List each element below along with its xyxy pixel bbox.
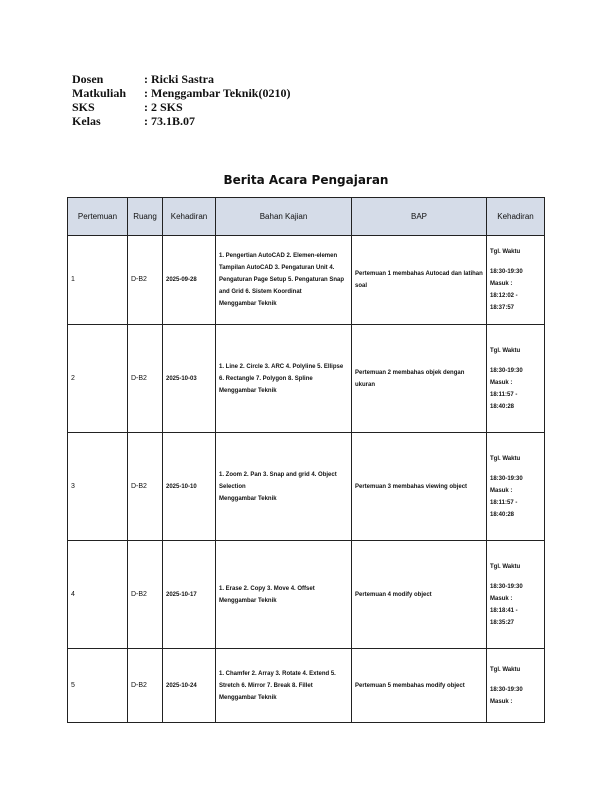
cell-ruang: D-B2 [128,236,163,325]
bahan-text: 1. Zoom 2. Pan 3. Snap and grid 4. Object Selection [219,471,337,490]
attendance-range: 18:18:41 - 18:35:27 [490,607,518,626]
cell-bahan-kajian [216,541,352,649]
cell-pertemuan: 4 [68,541,128,649]
cell-tanggal: 2025-09-28 [163,236,216,325]
cell-kehadiran [487,649,545,723]
dosen-value: : Ricki Sastra [144,72,214,86]
col-header-kehadiran: Kehadiran [487,198,545,236]
attendance-range: 18:11:57 - 18:40:28 [490,499,518,518]
attendance-time: 18:30-19:30 [490,269,523,275]
cell-bahan-kajian [216,649,352,723]
cell-ruang: D-B2 [128,325,163,433]
bahan-subject: Menggambar Teknik [219,387,277,394]
cell-bap: Pertemuan 2 membahas objek dengan ukuran [352,325,487,433]
cell-ruang: D-B2 [128,541,163,649]
cell-tanggal: 2025-10-17 [163,541,216,649]
cell-ruang: D-B2 [128,433,163,541]
sks-label: SKS [72,100,95,114]
attendance-range: 18:11:57 - 18:40:28 [490,391,518,410]
bahan-text: 1. Line 2. Circle 3. ARC 4. Polyline 5. Ellipse 6. Rectangle 7. Polygon 8. Spline [219,363,344,382]
cell-tanggal: 2025-10-10 [163,433,216,541]
bahan-text: 1. Chamfer 2. Array 3. Rotate 4. Extend 5. Stretch 6. Mirror 7. Break 8. Fillet [219,670,336,689]
attendance-time: 18:30-19:30 [490,686,523,693]
bahan-text: 1. Pengertian AutoCAD 2. Elemen-elemen Tampilan AutoCAD 3. Pengaturan Unit 4. Pengaturan Page Setup 5. Pengaturan Snap and Grid 6. Sistem Koordinat [219,253,345,295]
table-row [68,433,545,541]
cell-bap: Pertemuan 5 membahas modify object [352,649,487,723]
bahan-subject: Menggambar Teknik [219,495,277,502]
bahan-subject: Menggambar Teknik [219,597,277,604]
cell-pertemuan: 3 [68,433,128,541]
attendance-range: 18:12:02 - 18:37:57 [490,293,518,311]
attendance-masuk: Masuk : [490,379,513,386]
attendance-masuk: Masuk : [490,595,513,602]
attendance-time: 18:30-19:30 [490,367,523,374]
cell-bap: Pertemuan 3 membahas viewing object [352,433,487,541]
cell-bahan-kajian [216,236,352,325]
attendance-masuk: Masuk : [490,698,513,705]
kelas-row [72,114,290,128]
attendance-title: Tgl. Waktu [490,249,521,255]
cell-ruang: D-B2 [128,649,163,723]
dosen-label: Dosen [72,72,104,86]
bahan-subject: Menggambar Teknik [219,694,277,701]
cell-tanggal: 2025-10-03 [163,325,216,433]
attendance-time: 18:30-19:30 [490,475,523,482]
col-header-tanggal: Kehadiran [163,198,216,236]
matkul-label: Matkuliah [72,86,127,100]
bahan-text: 1. Erase 2. Copy 3. Move 4. Offset [219,585,315,592]
table-row [68,541,545,649]
sks-row [72,100,290,114]
cell-kehadiran [487,541,545,649]
matkul-value: : Menggambar Teknik(0210) [144,86,291,100]
kelas-value: : 73.1B.07 [144,114,195,128]
sks-value: : 2 SKS [144,100,183,114]
teaching-record-table [67,197,545,723]
col-header-bahan-kajian: Bahan Kajian [216,198,352,236]
attendance-title: Tgl. Waktu [490,666,521,673]
cell-bahan-kajian [216,325,352,433]
col-header-bap: BAP [352,198,487,236]
attendance-masuk: Masuk : [490,281,513,287]
cell-bahan-kajian [216,433,352,541]
cell-bap: Pertemuan 4 modify object [352,541,487,649]
col-header-ruang: Ruang [128,198,163,236]
cell-pertemuan: 2 [68,325,128,433]
col-header-pertemuan: Pertemuan [68,198,128,236]
cell-tanggal: 2025-10-24 [163,649,216,723]
table-row [68,236,545,325]
attendance-title: Tgl. Waktu [490,347,521,354]
cell-kehadiran [487,433,545,541]
table-header-row [68,198,545,236]
matkul-row [72,86,290,100]
cell-kehadiran [487,236,545,325]
kelas-label: Kelas [72,114,101,128]
page-title: Berita Acara Pengajaran [223,173,389,187]
attendance-title: Tgl. Waktu [490,563,521,570]
bahan-subject: Menggambar Teknik [219,301,277,307]
cell-kehadiran [487,325,545,433]
table-row [68,649,545,723]
cell-pertemuan: 1 [68,236,128,325]
dosen-row [72,72,290,86]
cell-bap: Pertemuan 1 membahas Autocad dan latihan soal [352,236,487,325]
course-header [72,72,290,128]
attendance-title: Tgl. Waktu [490,455,521,462]
cell-pertemuan: 5 [68,649,128,723]
table-row [68,325,545,433]
attendance-masuk: Masuk : [490,487,513,494]
attendance-time: 18:30-19:30 [490,583,523,590]
